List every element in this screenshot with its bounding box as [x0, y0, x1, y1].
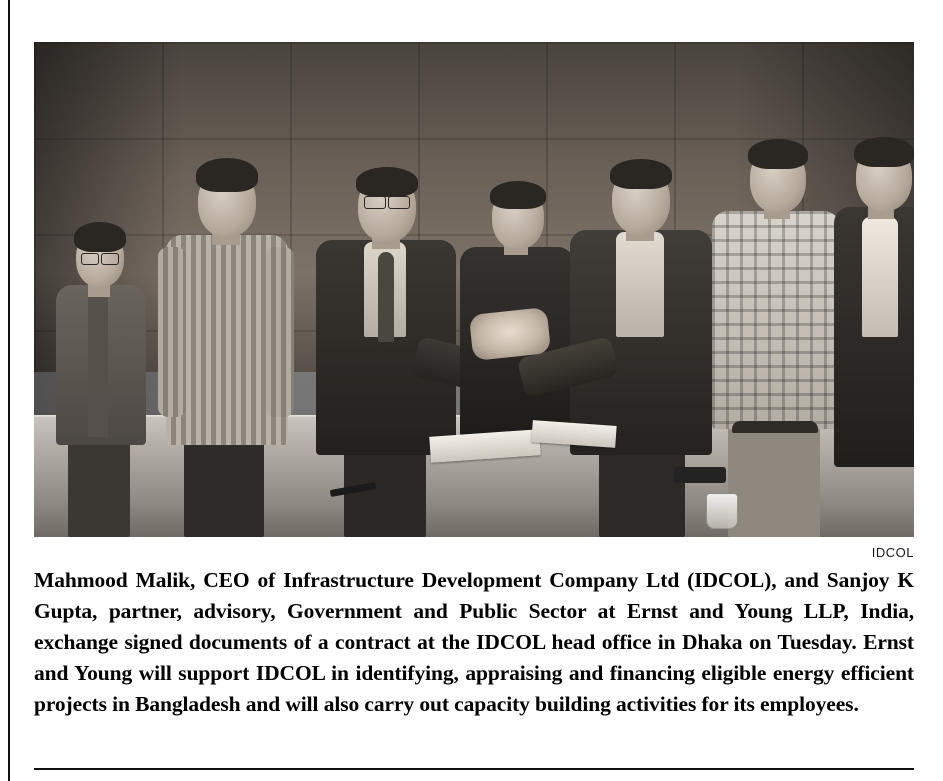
person-2: [154, 107, 304, 537]
person-6-legs: [728, 419, 820, 537]
person-6-hair: [748, 139, 808, 169]
person-2-hair: [196, 158, 258, 192]
person-4-hair: [490, 181, 546, 209]
person-3-mahmood-malik: [302, 117, 472, 537]
article-photo: [34, 42, 914, 537]
person-6: [706, 77, 846, 537]
person-1-glasses-right: [101, 253, 119, 265]
water-glass: [706, 493, 738, 529]
person-3-glasses-right: [388, 196, 410, 209]
person-5-hair: [610, 159, 672, 189]
person-7-shirt: [862, 217, 898, 337]
photo-credit: IDCOL: [871, 545, 914, 560]
person-1: [40, 177, 160, 537]
person-1-hair: [74, 222, 126, 252]
person-3-hair: [356, 167, 418, 197]
person-6-belt: [732, 421, 818, 433]
person-5-shirt: [616, 232, 664, 337]
person-1-shirt-front: [88, 292, 108, 437]
photo-caption: Mahmood Malik, CEO of Infrastructure Development Company Ltd (IDCOL), and Sanjoy K Gupta, partner, advisory, Government and Public Sector at Ernst and Young LLP, India, exchange signed documents of a contract at the IDCOL head office in Dhaka on Tuesday. Ernst and Young will support IDCOL in identifying, appraising and financing eligible energy efficient projects in Bangladesh and will also carry out capacity building activities for its employees.: [34, 568, 914, 716]
person-1-glasses: [81, 253, 99, 265]
horizontal-rule-bottom: [34, 768, 914, 770]
person-2-arm-right: [266, 247, 294, 417]
person-2-arm-left: [158, 247, 186, 417]
person-7-hair: [854, 137, 914, 167]
handshake: [469, 307, 551, 361]
mobile-phone: [674, 467, 726, 483]
photo-article: [34, 42, 914, 720]
column-rule-left: [8, 0, 10, 781]
person-3-glasses: [364, 196, 386, 209]
person-6-checked-shirt: [712, 211, 840, 429]
person-3-tie: [378, 252, 394, 342]
person-7: [834, 67, 914, 537]
